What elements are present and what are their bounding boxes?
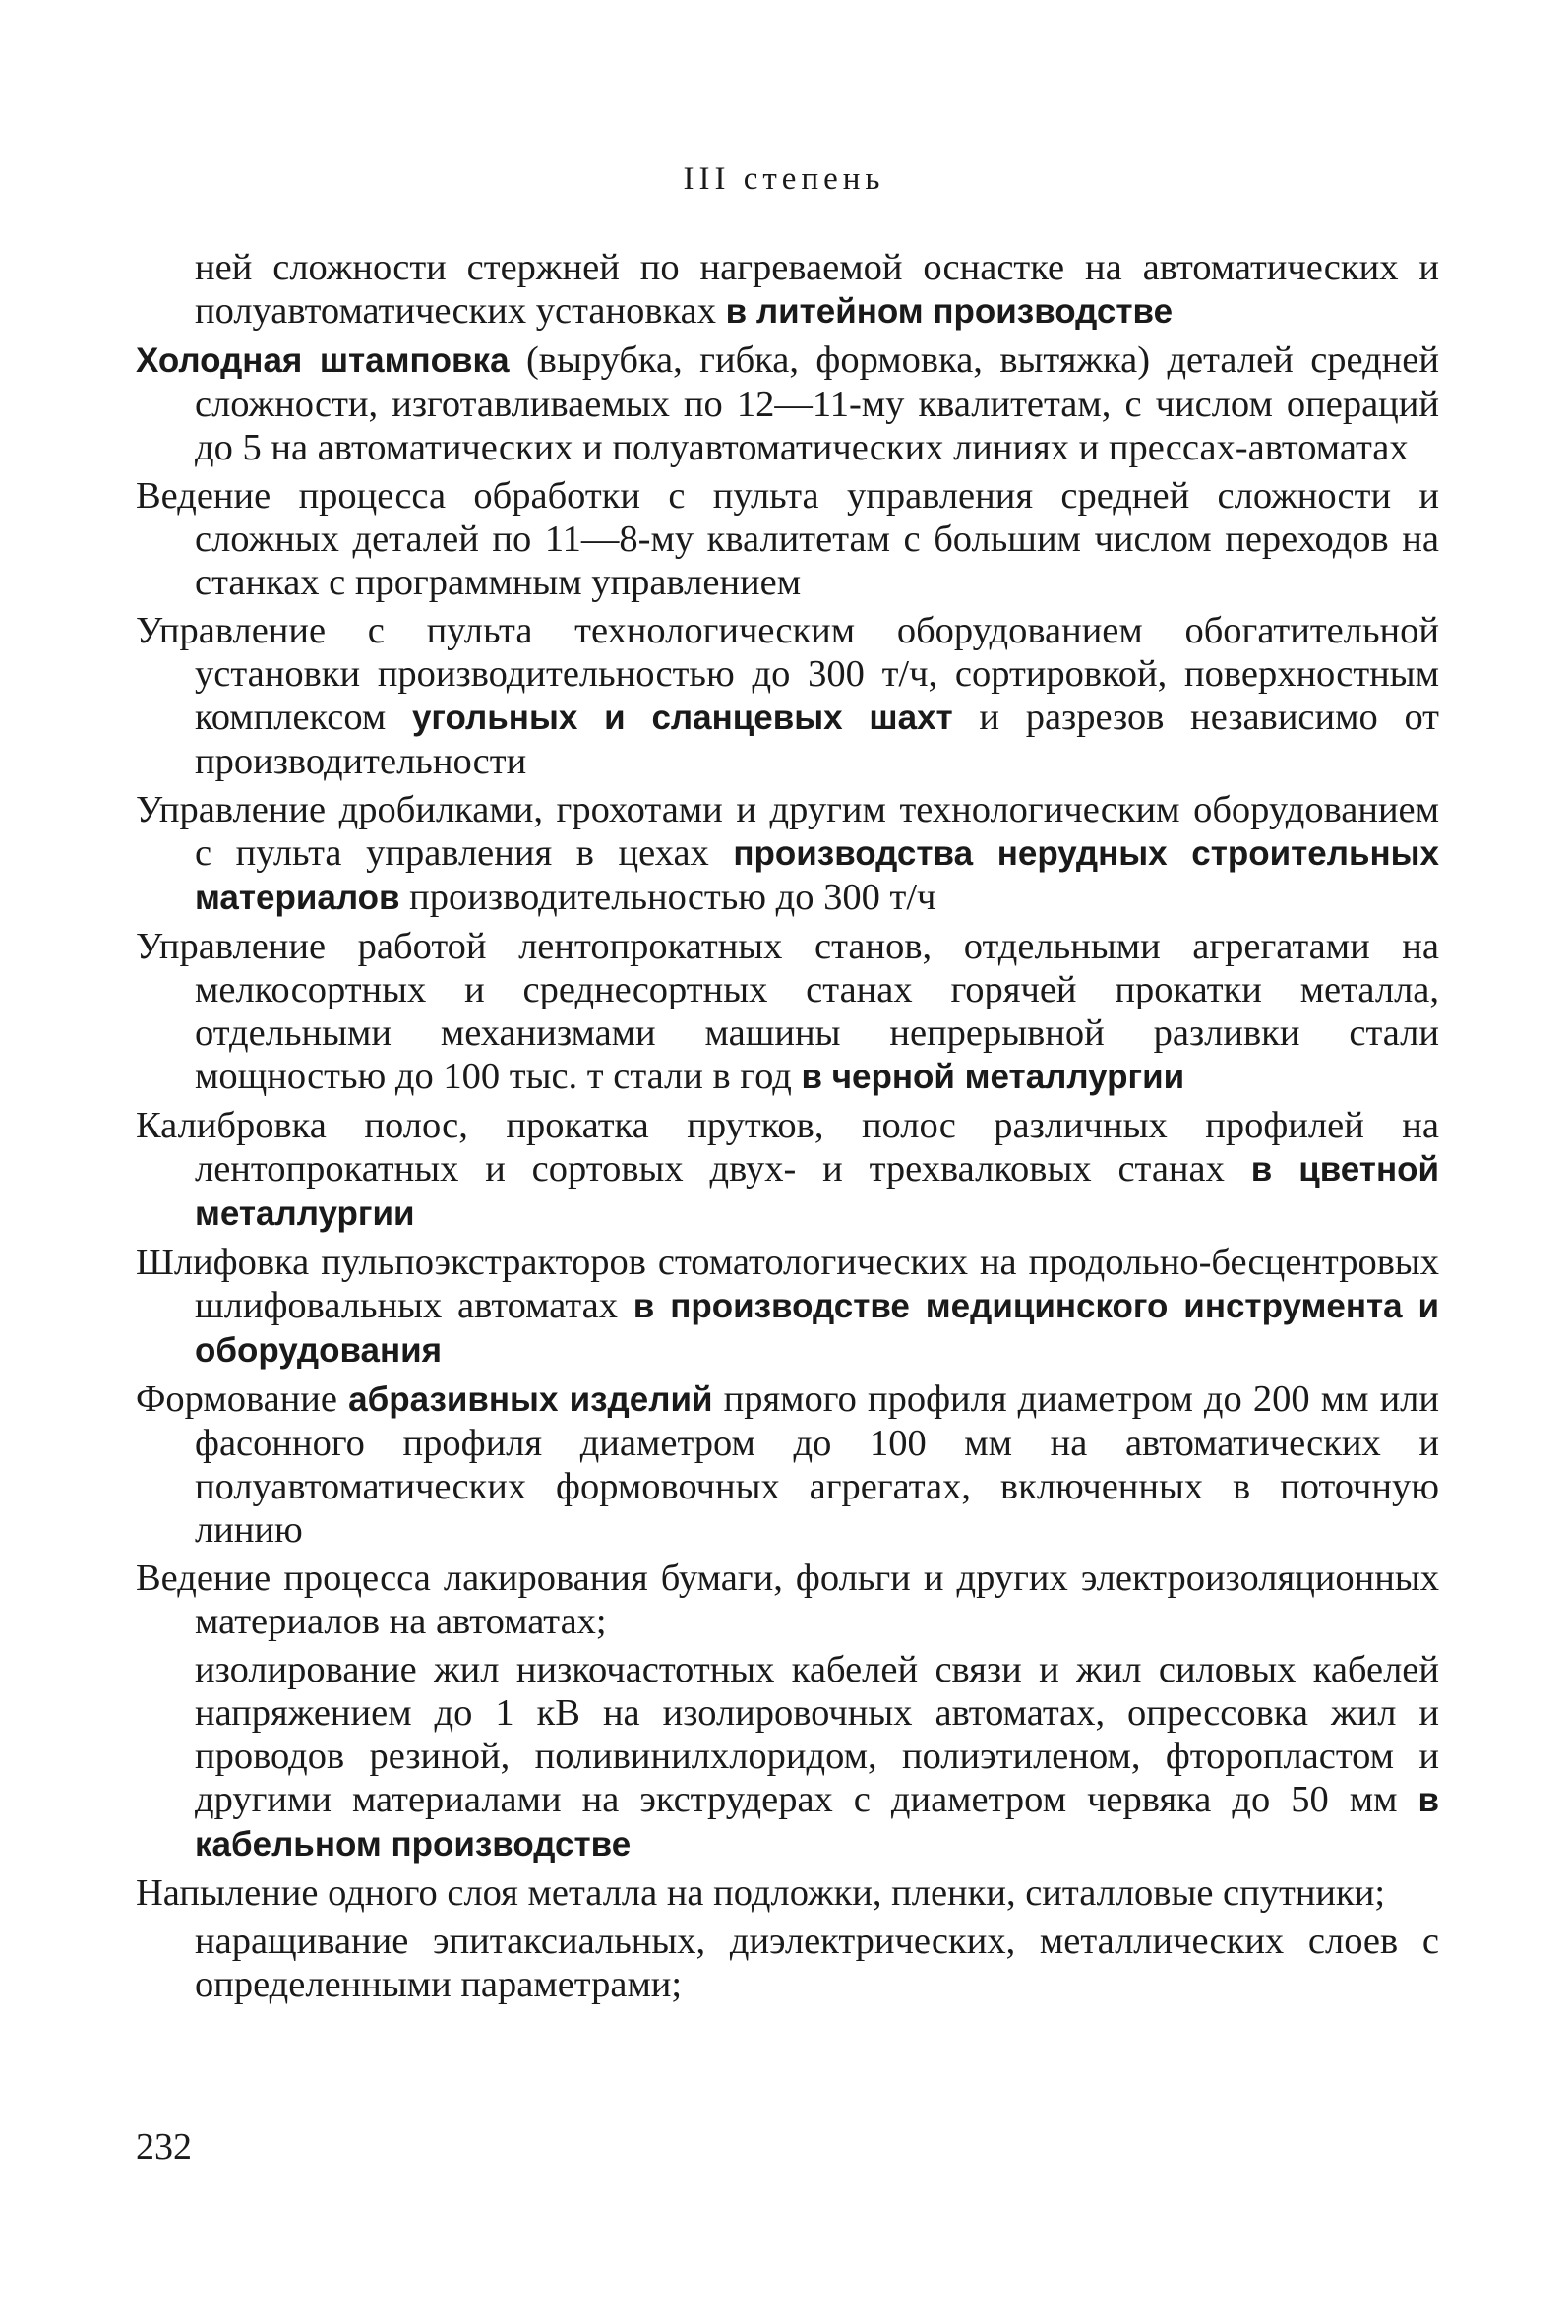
entry-industry: абразивных изделий — [348, 1380, 713, 1419]
entry-grinding — [136, 1241, 1439, 1373]
entry-text: Формование — [136, 1378, 349, 1420]
entry-crusher-control — [136, 788, 1439, 920]
entry-text: Ведение процесса лакирования бумаги, фольги и других электроизоляционных материалов на автоматах; — [136, 1558, 1439, 1642]
entry-text: Управление работой лентопрокатных станов, отдельными агрегатами на мелкосортных и среднесортных станах горячей прокатки металла, отдельными механизмами машины непрерывной разливки стали мощностью до 100 тыс. т стали в год — [136, 926, 1439, 1097]
entry-text: ней сложности стержней по нагреваемой оснастке на автоматических и полуавтоматических установках — [195, 247, 1439, 332]
entry-text: наращивание эпитаксиальных, диэлектрических, металлических слоев с определенными параметрами; — [195, 1921, 1439, 2005]
entry-text: изолирование жил низкочастотных кабелей связи и жил силовых кабелей напряжением до 1 кВ на изолировочных автоматах, опрессовка жил и проводов резиной, поливинилхлоридом, полиэтиленом, фторопластом и другими материалами на экструдерах с диаметром червяка до 50 мм — [195, 1649, 1439, 1820]
section-header: III степень — [683, 161, 885, 197]
entry-cable-insulation — [136, 1648, 1439, 1866]
entry-lacquering — [136, 1557, 1439, 1643]
document-body — [136, 246, 1439, 2011]
entry-text: и разрезов независимо от производительности — [195, 697, 1440, 782]
entry-calibration — [136, 1104, 1439, 1236]
entry-rolling-mills — [136, 925, 1439, 1099]
entry-processing-control — [136, 474, 1439, 604]
entry-text: прямого профиля диаметром до 200 мм или фасонного профиля диаметром до 100 мм на автоматических и полуавтоматических формовочных агрегатах, включенных в поточную линию — [195, 1378, 1439, 1551]
entry-text: Управление с пульта технологическим оборудованием обогатительной установки производительностью до 300 т/ч, сортировкой, поверхностным комплексом — [136, 610, 1439, 738]
entry-industry: в цветной металлургии — [195, 1150, 1439, 1233]
entry-text: Шлифовка пульпоэкстракторов стоматологических на продольно-бесцентровых шлифовальных автоматах — [136, 1242, 1439, 1326]
entry-industry: производства нерудных строительных материалов — [195, 834, 1439, 917]
entry-industry: в литейном производстве — [725, 292, 1174, 331]
entry-text: Управление дробилками, грохотами и другим технологическим оборудованием с пульта управления в цехах — [136, 789, 1439, 874]
entry-abrasive-forming — [136, 1377, 1439, 1552]
entry-text: Ведение процесса обработки с пульта управления средней сложности и сложных деталей по 11—8-му квалитетам с большим числом переходов на станках с программным управлением — [136, 475, 1439, 603]
entry-text: (вырубка, гибка, формовка, вытяжка) деталей средней сложности, изготавливаемых по 12—11-му квалитетам, с числом операций до 5 на автоматических и полуавтоматических линиях и прессах-автоматах — [195, 339, 1439, 468]
entry-text: Напыление одного слоя металла на подложки, пленки, ситалловые спутники; — [136, 1872, 1386, 1914]
entry-mining-control — [136, 609, 1439, 783]
entry-foundry — [136, 246, 1439, 334]
entry-text: Калибровка полос, прокатка прутков, полос различных профилей на лентопрокатных и сортовых двух- и трехвалковых станах — [136, 1105, 1439, 1190]
entry-term: Холодная штамповка — [136, 341, 510, 380]
entry-metal-spraying — [136, 1871, 1439, 1915]
entry-epitaxial-growth — [136, 1920, 1439, 2006]
page-number: 232 — [136, 2126, 192, 2168]
entry-industry: в кабельном производстве — [195, 1781, 1439, 1864]
entry-industry: угольных и сланцевых шахт — [411, 699, 953, 737]
entry-industry: в черной металлургии — [801, 1058, 1185, 1096]
entry-cold-stamping — [136, 338, 1439, 469]
entry-text: производительностью до 300 т/ч — [399, 877, 936, 918]
entry-industry: в производстве медицинского инструмента и оборудования — [195, 1287, 1439, 1370]
